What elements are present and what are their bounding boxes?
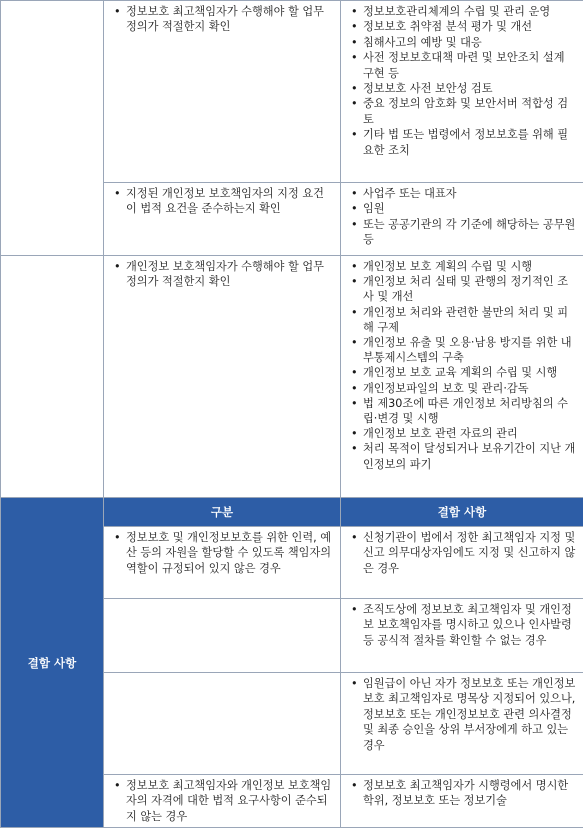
detail-item: • 기타 법 또는 법령에서 정보보호를 위해 필요한 조치 — [351, 127, 577, 158]
defect-cell — [341, 775, 583, 828]
detail-item: • 개인정보 유출 및 오용·남용 방지를 위한 내부통제시스템의 구축 — [351, 335, 577, 365]
table-row — [1, 256, 583, 498]
check-item: • 정보보호 최고책임자가 수행해야 할 업무 정의가 적절한지 확인 — [114, 4, 334, 35]
check-item-cell — [104, 1, 341, 183]
detail-cell — [341, 1, 583, 183]
detail-item: • 개인정보 처리와 관련한 불만의 처리 및 피해 구제 — [351, 305, 577, 335]
defect-category-cell-empty — [104, 673, 341, 775]
check-item-cell — [104, 256, 341, 498]
detail-item: • 임원 — [351, 201, 577, 216]
detail-item: • 정보보호 취약점 분석 평가 및 개선 — [351, 19, 577, 34]
detail-item: • 정보보호 사전 보안성 검토 — [351, 81, 577, 96]
side-cell-blank — [1, 1, 104, 256]
detail-item: • 정보보호관리체계의 수립 및 관리 운영 — [351, 4, 577, 19]
defect-item: • 신청기관이 법에서 정한 최고책임자 지정 및 신고 의무대상자임에도 지정 및 신고하지 않은 경우 — [351, 530, 577, 576]
defect-item: • 조직도상에 정보보호 최고책임자 및 개인정보 보호책임자를 명시하고 있으나 인사발령 등 공식적 절차를 확인할 수 없는 경우 — [351, 602, 577, 648]
detail-item: • 법 제30조에 따른 개인정보 처리방침의 수립·변경 및 시행 — [351, 396, 577, 426]
defect-cell — [341, 673, 583, 775]
detail-item: • 개인정보 보호 계획의 수립 및 시행 — [351, 259, 577, 274]
column-header-category: 구분 — [104, 498, 341, 527]
defect-cell — [341, 527, 583, 599]
check-item: • 개인정보 보호책임자가 수행해야 할 업무 정의가 적절한지 확인 — [114, 259, 334, 290]
detail-item: • 사업주 또는 대표자 — [351, 186, 577, 201]
detail-item: • 개인정보 처리 실태 및 관행의 정기적인 조사 및 개선 — [351, 274, 577, 304]
detail-cell — [341, 256, 583, 498]
defect-category-cell-empty — [104, 599, 341, 673]
detail-item: • 처리 목적이 달성되거나 보유기간이 지난 개인정보의 파기 — [351, 441, 577, 471]
detail-item: • 개인정보파일의 보호 및 관리·감독 — [351, 381, 577, 396]
column-header-defect: 결함 사항 — [341, 498, 583, 527]
defect-category-cell — [104, 775, 341, 828]
defect-item: • 임원급이 아닌 자가 정보보호 또는 개인정보보호 최고책임자로 명목상 지정되어 있으나, 정보보호 또는 개인정보보호 관련 의사결정 및 최종 승인을 상위 부서장에게 하고 있는 경우 — [351, 676, 577, 753]
check-item-cell — [104, 183, 341, 256]
defect-item: • 정보보호 최고책임자가 시행령에서 명시한 학위, 정보보호 또는 정보기술 — [351, 778, 577, 809]
defect-header-row — [1, 498, 583, 527]
defect-cell — [341, 599, 583, 673]
detail-item: • 침해사고의 예방 및 대응 — [351, 35, 577, 50]
detail-item: • 중요 정보의 암호화 및 보안서버 적합성 검토 — [351, 96, 577, 127]
detail-item: • 사전 정보보호대책 마련 및 보안조치 설계 구현 등 — [351, 50, 577, 81]
defect-category-item: • 정보보호 최고책임자와 개인정보 보호책임자의 자격에 대한 법적 요구사항이 준수되지 않는 경우 — [114, 778, 334, 824]
detail-item: • 또는 공공기관의 각 기준에 해당하는 공무원 등 — [351, 217, 577, 248]
side-cell-blank — [1, 256, 104, 498]
detail-cell — [341, 183, 583, 256]
defect-category-item: • 정보보호 및 개인정보보호를 위한 인력, 예산 등의 자원을 할당할 수 있도록 책임자의 역할이 규정되어 있지 않은 경우 — [114, 530, 334, 576]
table-row — [1, 1, 583, 183]
detail-item: • 개인정보 보호 관련 자료의 관리 — [351, 426, 577, 441]
defect-side-label: 결함 사항 — [1, 498, 104, 828]
defect-category-cell — [104, 527, 341, 599]
detail-item: • 개인정보 보호 교육 계획의 수립 및 시행 — [351, 365, 577, 380]
check-item: • 지정된 개인정보 보호책임자의 지정 요건이 법적 요건을 준수하는지 확인 — [114, 186, 334, 217]
